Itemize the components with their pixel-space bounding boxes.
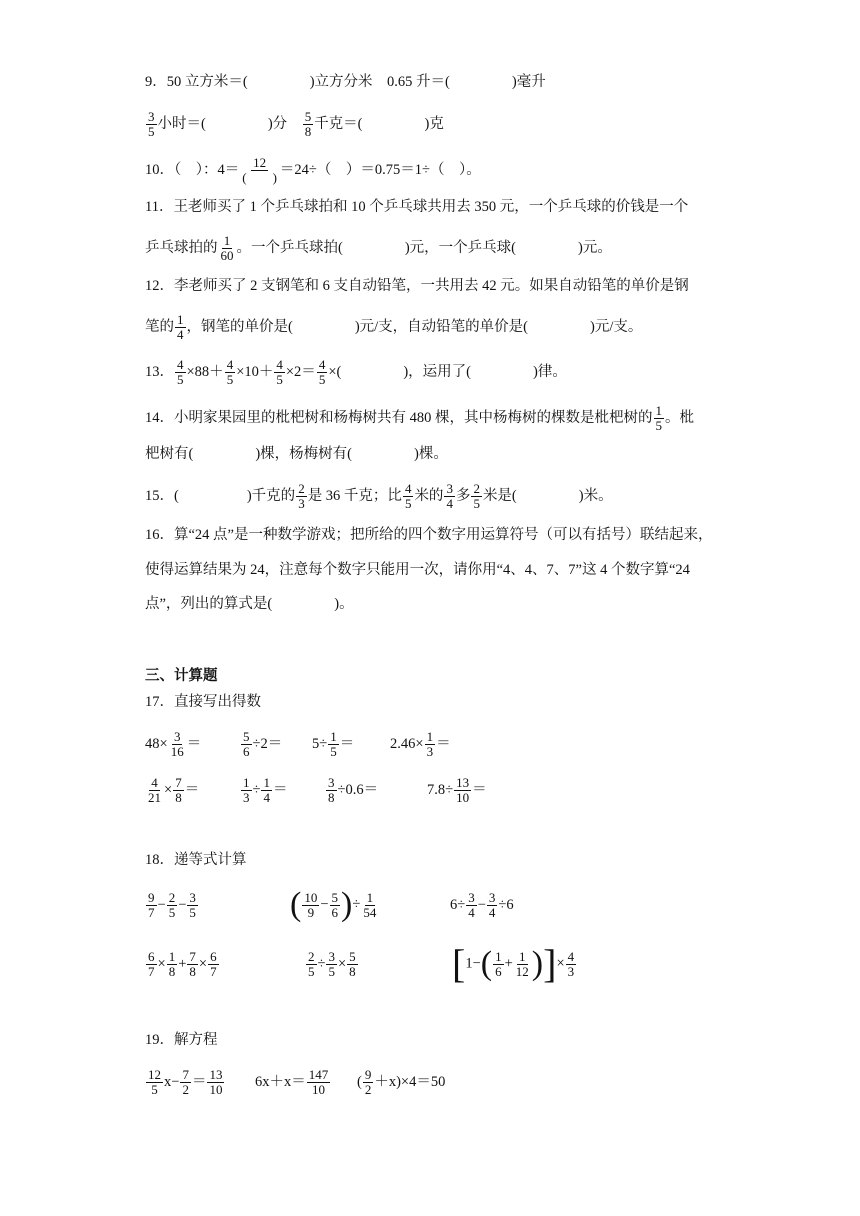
fraction: $\frac{13}{10}$: [209, 1067, 223, 1097]
question-9-line1: 9．50 立方米＝( )立方分米 0.65 升＝( )毫升: [145, 74, 546, 90]
question-17-title: 17．直接写出得数: [145, 694, 261, 710]
question-9-line2: $\frac{3}{5}$ 小时＝( )分 $\frac{5}{8}$ 千克＝( )克: [148, 109, 444, 139]
fraction: $\frac{2}{5}$: [168, 889, 176, 920]
fraction: $\frac{1}{3}$: [243, 775, 250, 805]
fraction: $\frac{1}{6}$: [495, 948, 502, 979]
question-13: 13． $\frac{4}{5}$ ×88＋ $\frac{4}{5}$ ×10＋ $\frac{4}{5}$ ×2＝ $\frac{4}{5}$ ×( )，运用了( )律。: [145, 357, 567, 387]
fraction: $\frac{4}{21}$: [148, 775, 161, 805]
question-19-row: $\frac{12}{5}$ x− $\frac{7}{2}$ ＝ $\frac{13}{10}$ 6x＋x＝ $\frac{147}{10}$ ( $\frac{9}{2}$ ＋x)×4＝50: [148, 1067, 446, 1097]
fraction: $\frac{1}{3}$: [426, 729, 434, 759]
fraction: $\frac{3}{5}$: [328, 948, 335, 979]
question-18-row1: $\frac{9}{7}$ − $\frac{2}{5}$ − $\frac{3}{5}$ ( $\frac{10}{9}$ − $\frac{5}{6}$ )÷ $\frac{1}{54}$ 6÷ $\frac{3}{4}$ − $\frac{3}{4}$ ÷6: [148, 886, 514, 923]
question-16-line1: 16．算“24 点”是一种数学游戏；把所给的四个数字用运算符号（可以有括号）联结起来，: [145, 527, 713, 543]
question-12-line2: 笔的 $\frac{1}{4}$ ，钢笔的单价是( )元/支，自动铅笔的单价是( )元/支。: [145, 312, 643, 342]
fraction: $\frac{3}{4}$: [446, 481, 453, 511]
question-19-title: 19．解方程: [145, 1032, 218, 1048]
fraction: $\frac{9}{2}$: [364, 1067, 372, 1097]
fraction: $\frac{1}{5}$: [330, 729, 337, 759]
fraction: 12 ( ): [242, 155, 277, 185]
fraction: $\frac{4}{5}$: [276, 357, 283, 387]
fraction: $\frac{5}{6}$: [331, 889, 339, 920]
fraction: $\frac{3}{4}$: [468, 889, 475, 920]
fraction: $\frac{13}{10}$: [456, 775, 470, 805]
fraction: $\frac{1}{5}$: [655, 403, 662, 433]
fraction: $\frac{3}{4}$: [488, 889, 496, 920]
section-title: 三、计算题: [145, 668, 218, 684]
fraction: $\frac{1}{4}$: [177, 312, 184, 342]
fraction: $\frac{2}{5}$: [308, 948, 315, 979]
fraction: $\frac{12}{5}$: [148, 1067, 161, 1097]
fraction: $\frac{2}{3}$: [298, 481, 305, 511]
fraction: $\frac{7}{8}$: [189, 948, 196, 979]
fraction: $\frac{3}{8}$: [328, 775, 335, 805]
fraction: $\frac{5}{8}$: [304, 109, 312, 139]
question-16-line2: 使得运算结果为 24，注意每个数字只能用一次，请你用“4、4、7、7”这 4 个数字算“24: [145, 562, 690, 578]
fraction: $\frac{6}{7}$: [148, 948, 155, 979]
fraction: $\frac{4}{5}$: [177, 357, 184, 387]
fraction: $\frac{1}{8}$: [168, 948, 176, 979]
fraction: $\frac{10}{9}$: [304, 889, 318, 920]
fraction: $\frac{6}{7}$: [210, 948, 217, 979]
fraction: $\frac{1}{12}$: [515, 948, 529, 979]
question-12-line1: 12．李老师买了 2 支钢笔和 6 支自动铅笔，一共用去 42 元。如果自动铅笔的单价是钢: [145, 278, 689, 294]
fraction: $\frac{7}{2}$: [182, 1067, 189, 1097]
question-17-row2: $\frac{4}{21}$ × $\frac{7}{8}$ ＝ $\frac{1}{3}$ ÷ $\frac{1}{4}$ ＝ $\frac{3}{8}$ ÷0.6＝ 7.8÷ $\frac{13}{10}$ ＝: [148, 775, 487, 805]
fraction: $\frac{1}{60}$: [220, 233, 234, 263]
fraction: $\frac{4}{5}$: [404, 481, 412, 511]
fraction: $\frac{5}{6}$: [243, 729, 250, 759]
fraction: $\frac{1}{4}$: [263, 775, 270, 805]
question-18-title: 18．递等式计算: [145, 852, 247, 868]
fraction: $\frac{4}{3}$: [567, 948, 575, 979]
fraction: $\frac{9}{7}$: [148, 889, 155, 920]
question-16-line3: 点”，列出的算式是( )。: [145, 596, 354, 612]
question-14-line2: 杷树有( )棵，杨梅树有( )棵。: [145, 446, 448, 462]
question-17-row1: 48× $\frac{3}{16}$ ＝ $\frac{5}{6}$ ÷2＝ 5÷ $\frac{1}{5}$ ＝ 2.46× $\frac{1}{3}$ ＝: [145, 729, 451, 759]
fraction: $\frac{147}{10}$: [308, 1067, 329, 1097]
fraction: $\frac{7}{8}$: [175, 775, 182, 805]
question-10: 10．（ ）：4＝ 12 ( ) ＝24÷（ ）＝0.75＝1÷（ ）。: [145, 155, 481, 185]
question-11-line1: 11．王老师买了 1 个乒乓球拍和 10 个乒乓球共用去 350 元，一个乒乓球的价钱是一个: [145, 199, 689, 215]
fraction: $\frac{1}{54}$: [363, 889, 377, 920]
question-18-row2: $\frac{6}{7}$ × $\frac{1}{8}$ + $\frac{7}{8}$ × $\frac{6}{7}$ $\frac{2}{5}$ ÷ $\frac{3}{5}$ × $\frac{5}{8}$ [1−( $\frac{1}{6}$ + $\frac{1}{12}$ )]× $\frac{4}{3}$: [148, 941, 575, 986]
fraction: $\frac{2}{5}$: [473, 481, 480, 511]
fraction: $\frac{3}{16}$: [170, 729, 184, 759]
fraction: $\frac{3}{5}$: [148, 109, 155, 139]
fraction: $\frac{3}{5}$: [189, 889, 196, 920]
question-11-line2: 乒乓球拍的 $\frac{1}{60}$ 。一个乒乓球拍( )元，一个乒乓球( )元。: [145, 233, 612, 263]
question-14-line1: 14．小明家果园里的枇杷树和杨梅树共有 480 棵，其中杨梅树的棵数是枇杷树的 $\frac{1}{5}$ 。枇: [145, 403, 694, 433]
fraction: $\frac{4}{5}$: [318, 357, 326, 387]
question-15: 15．( )千克的 $\frac{2}{3}$ 是 36 千克；比 $\frac{4}{5}$ 米的 $\frac{3}{4}$ 多 $\frac{2}{5}$ 米是( )米。: [145, 481, 613, 511]
fraction: $\frac{4}{5}$: [226, 357, 234, 387]
fraction: $\frac{5}{8}$: [349, 948, 356, 979]
